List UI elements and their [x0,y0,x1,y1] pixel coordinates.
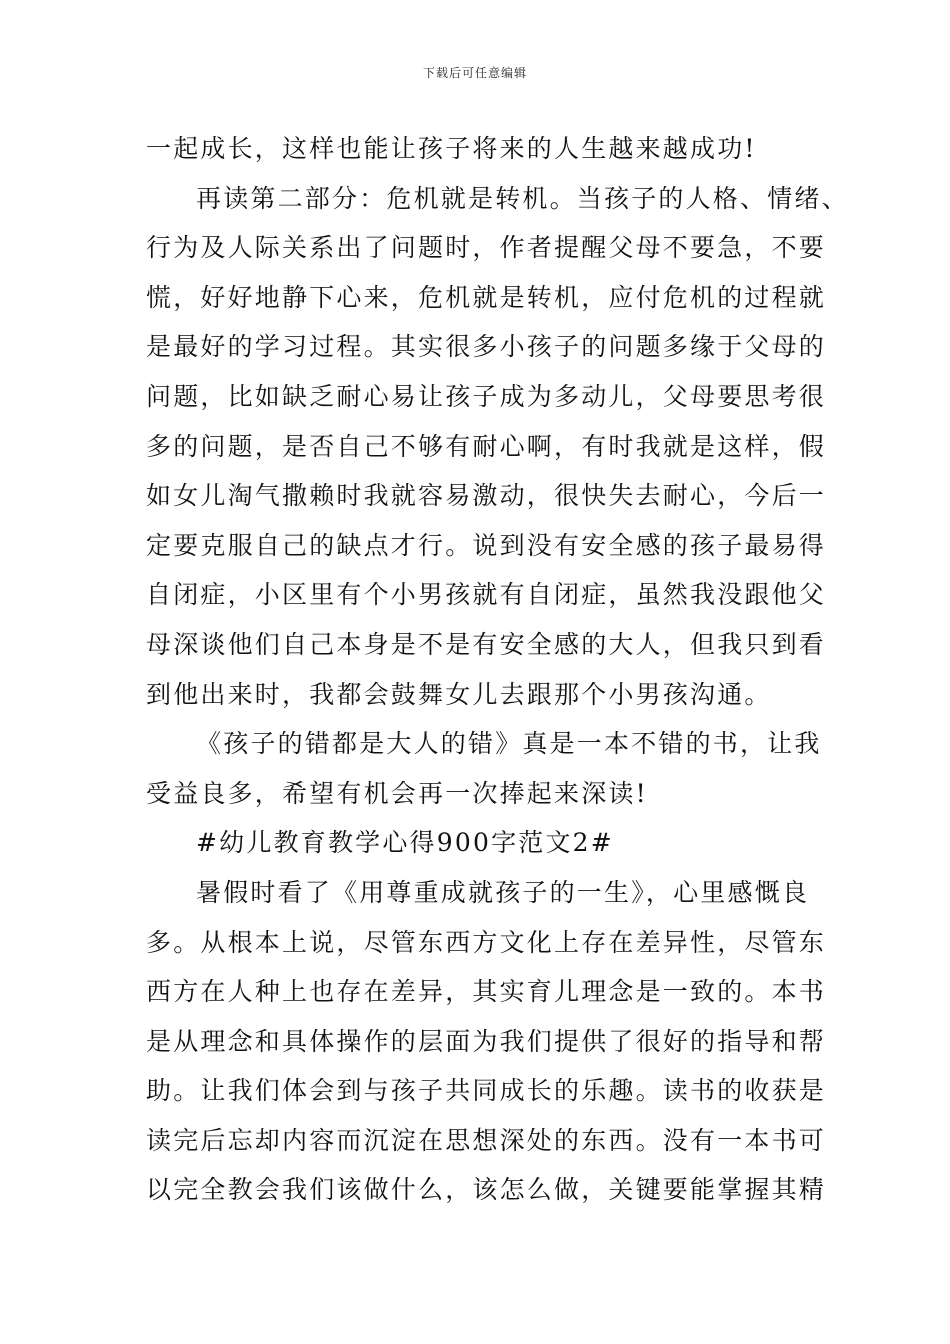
text-line: 母深谈他们自己本身是不是有安全感的大人，但我只到看 [146,629,827,659]
text-line: 受益良多，希望有机会再一次捧起来深读! [146,778,648,808]
text-line: 定要克服自己的缺点才行。说到没有安全感的孩子最易得 [146,530,827,560]
text-line: 行为及人际关系出了问题时，作者提醒父母不要急，不要 [146,233,827,263]
text-line: 读完后忘却内容而沉淀在思想深处的东西。没有一本书可 [146,1125,827,1155]
text-line: 是最好的学习过程。其实很多小孩子的问题多缘于父母的 [146,332,827,362]
text-line: 《孩子的错都是大人的错》真是一本不错的书，让我 [196,729,822,759]
text-line: 助。让我们体会到与孩子共同成长的乐趣。读书的收获是 [146,1076,827,1106]
text-line: 暑假时看了《用尊重成就孩子的一生》，心里感慨良 [196,877,810,907]
text-line: 如女儿淘气撒赖时我就容易激动，很快失去耐心，今后一 [146,481,827,511]
text-line: 一起成长，这样也能让孩子将来的人生越来越成功! [146,134,757,163]
body-text [146,124,849,1215]
text-line: 多。从根本上说，尽管东西方文化上存在差异性，尽管东 [146,927,827,957]
section-heading: #幼儿教育教学心得900字范文2# [196,828,614,858]
text-line: 以完全教会我们该做什么，该怎么做，关键要能掌握其精 [146,1175,827,1205]
text-line: 自闭症，小区里有个小男孩就有自闭症，虽然我没跟他父 [146,580,827,610]
text-line: 慌，好好地静下心来，危机就是转机，应付危机的过程就 [146,282,827,312]
text-line: 是从理念和具体操作的层面为我们提供了很好的指导和帮 [146,1026,827,1056]
text-line: 到他出来时，我都会鼓舞女儿去跟那个小男孩沟通。 [146,679,772,709]
page-header: 下载后可任意编辑 [422,66,527,80]
text-line: 问题，比如缺乏耐心易让孩子成为多动儿，父母要思考很 [146,381,827,411]
text-line: 西方在人种上也存在差异，其实育儿理念是一致的。本书 [146,977,827,1007]
text-line: 多的问题，是否自己不够有耐心啊，有时我就是这样，假 [146,431,827,461]
text-line: 再读第二部分：危机就是转机。当孩子的人格、情绪、 [196,183,849,213]
